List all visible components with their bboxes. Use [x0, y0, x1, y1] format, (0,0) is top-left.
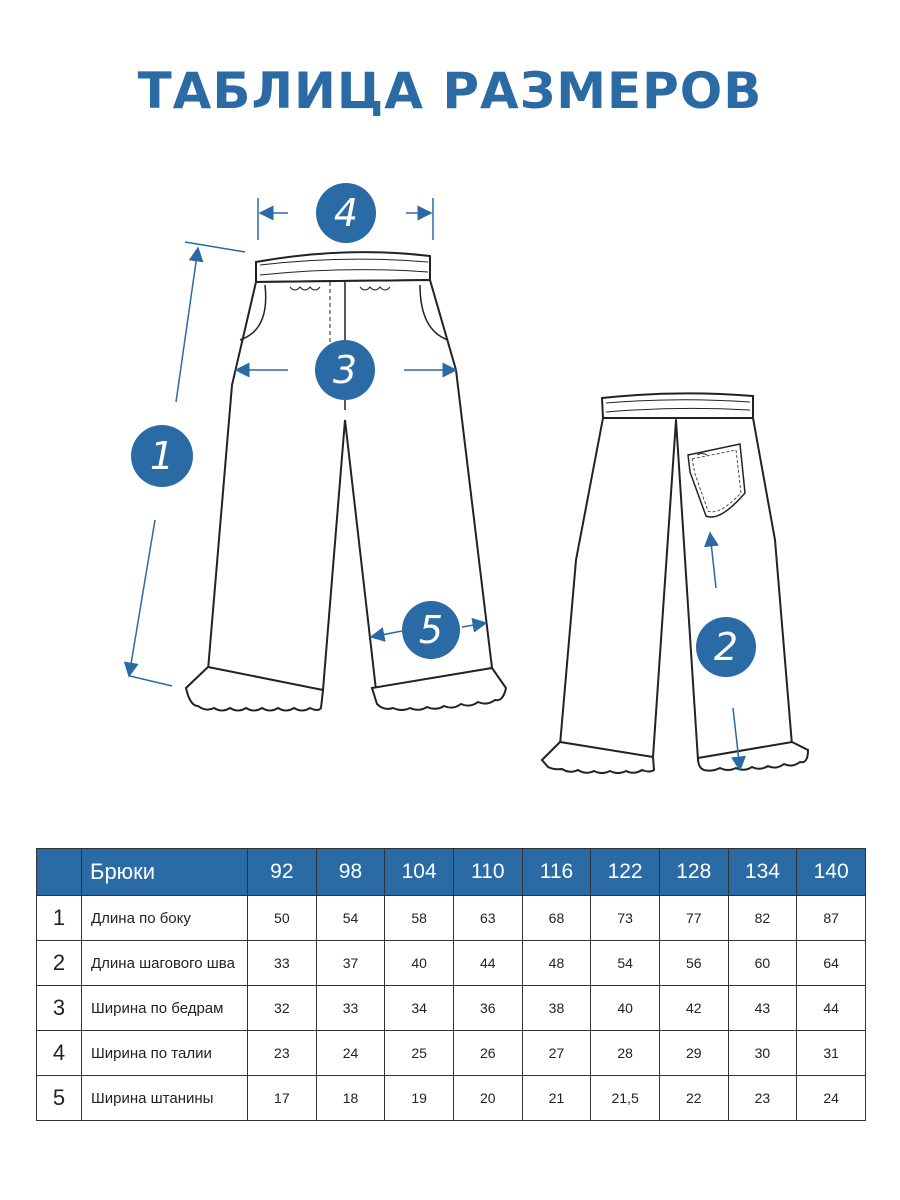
marker-3 — [315, 340, 375, 400]
row-value-cell: 82 — [728, 896, 797, 941]
row-value-cell: 23 — [248, 1031, 317, 1076]
row-value-cell: 77 — [659, 896, 728, 941]
row-value-cell: 38 — [522, 986, 591, 1031]
row-value-cell: 19 — [385, 1076, 454, 1121]
row-value-cell: 18 — [316, 1076, 385, 1121]
page-title: ТАБЛИЦА РАЗМЕРОВ — [137, 62, 763, 120]
table-row — [37, 1031, 866, 1076]
row-number: 5 — [37, 1076, 82, 1121]
row-value-cell: 25 — [385, 1031, 454, 1076]
row-value-cell: 48 — [522, 941, 591, 986]
back-pants-drawing — [542, 393, 808, 773]
row-value-cell: 73 — [591, 896, 660, 941]
row-value-cell: 22 — [659, 1076, 728, 1121]
header-num-cell — [37, 849, 82, 896]
row-value-cell: 58 — [385, 896, 454, 941]
row-value-cell: 40 — [591, 986, 660, 1031]
row-value-cell: 20 — [453, 1076, 522, 1121]
row-value-cell: 44 — [797, 986, 866, 1031]
table-row — [37, 1076, 866, 1121]
row-number: 4 — [37, 1031, 82, 1076]
row-value-cell: 26 — [453, 1031, 522, 1076]
marker-5 — [402, 601, 460, 659]
row-parameter-label: Длина шагового шва — [82, 941, 248, 986]
row-value-cell: 43 — [728, 986, 797, 1031]
svg-text:4: 4 — [333, 191, 359, 235]
table-row — [37, 941, 866, 986]
size-table — [36, 848, 866, 1121]
table-row — [37, 986, 866, 1031]
row-value-cell: 56 — [659, 941, 728, 986]
row-value-cell: 42 — [659, 986, 728, 1031]
svg-text:1: 1 — [149, 434, 175, 478]
svg-text:3: 3 — [332, 348, 358, 392]
row-value-cell: 63 — [453, 896, 522, 941]
row-value-cell: 33 — [316, 986, 385, 1031]
header-size: 116 — [522, 849, 591, 896]
row-value-cell: 64 — [797, 941, 866, 986]
table-row — [37, 896, 866, 941]
header-size: 104 — [385, 849, 454, 896]
row-value-cell: 54 — [591, 941, 660, 986]
row-parameter-label: Длина по боку — [82, 896, 248, 941]
svg-text:5: 5 — [418, 608, 444, 652]
header-size: 140 — [797, 849, 866, 896]
row-value-cell: 50 — [248, 896, 317, 941]
row-number: 1 — [37, 896, 82, 941]
row-value-cell: 30 — [728, 1031, 797, 1076]
row-parameter-label: Ширина по бедрам — [82, 986, 248, 1031]
row-value-cell: 27 — [522, 1031, 591, 1076]
marker-4 — [316, 183, 376, 243]
front-pants-drawing — [186, 252, 506, 710]
row-value-cell: 31 — [797, 1031, 866, 1076]
header-size: 98 — [316, 849, 385, 896]
row-value-cell: 60 — [728, 941, 797, 986]
header-garment-name: Брюки — [82, 849, 248, 896]
row-value-cell: 24 — [316, 1031, 385, 1076]
row-value-cell: 40 — [385, 941, 454, 986]
header-size: 134 — [728, 849, 797, 896]
row-parameter-label: Ширина по талии — [82, 1031, 248, 1076]
row-value-cell: 23 — [728, 1076, 797, 1121]
row-value-cell: 54 — [316, 896, 385, 941]
marker-1 — [131, 425, 193, 487]
svg-text:2: 2 — [713, 625, 739, 669]
row-number: 3 — [37, 986, 82, 1031]
row-value-cell: 21,5 — [591, 1076, 660, 1121]
size-table-header-row — [37, 849, 866, 896]
row-parameter-label: Ширина штанины — [82, 1076, 248, 1121]
row-value-cell: 17 — [248, 1076, 317, 1121]
row-value-cell: 21 — [522, 1076, 591, 1121]
row-value-cell: 68 — [522, 896, 591, 941]
row-value-cell: 33 — [248, 941, 317, 986]
header-size: 122 — [591, 849, 660, 896]
row-value-cell: 28 — [591, 1031, 660, 1076]
row-value-cell: 36 — [453, 986, 522, 1031]
row-value-cell: 32 — [248, 986, 317, 1031]
row-value-cell: 87 — [797, 896, 866, 941]
row-value-cell: 24 — [797, 1076, 866, 1121]
row-value-cell: 29 — [659, 1031, 728, 1076]
row-value-cell: 44 — [453, 941, 522, 986]
header-size: 110 — [453, 849, 522, 896]
row-value-cell: 37 — [316, 941, 385, 986]
header-size: 92 — [248, 849, 317, 896]
row-value-cell: 34 — [385, 986, 454, 1031]
marker-2 — [696, 617, 756, 677]
header-size: 128 — [659, 849, 728, 896]
row-number: 2 — [37, 941, 82, 986]
